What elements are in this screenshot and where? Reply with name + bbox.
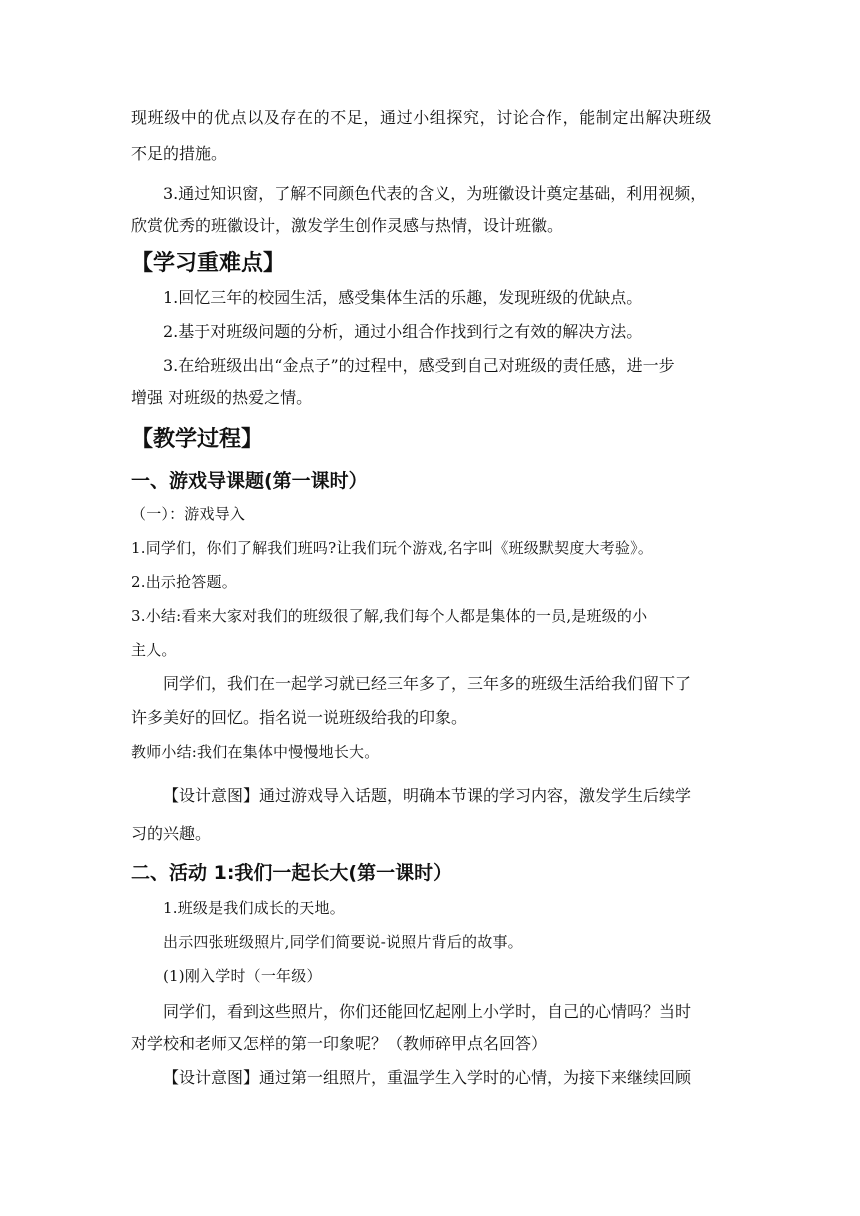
section-1-line-3a: 3.小结:看来大家对我们的班级很了解,我们每个人都是集体的一员,是班级的小	[131, 607, 648, 625]
section-1-para-line-1: 同学们，我们在一起学习就已经三年多了，三年多的班级生活给我们留下了	[163, 674, 692, 693]
teacher-summary: 教师小结:我们在集体中慢慢地长大。	[131, 743, 380, 761]
section-2-line-2: 出示四张班级照片,同学们简要说-说照片背后的故事。	[163, 933, 523, 951]
design-intent-2: 【设计意图】通过第一组照片，重温学生入学时的心情，为接下来继续回顾	[163, 1068, 692, 1087]
design-intent-1-line-1: 【设计意图】通过游戏导入话题，明确本节课的学习内容，激发学生后续学	[163, 786, 692, 805]
key-point-2: 2.基于对班级问题的分析，通过小组合作找到行之有效的解决方法。	[163, 322, 643, 341]
section-1-title: 一、游戏导课题(第一课时）	[131, 470, 368, 492]
intro-line-1: 现班级中的优点以及存在的不足，通过小组探究，讨论合作，能制定出解决班级	[131, 108, 713, 127]
section-2-para-line-2: 对学校和老师又怎样的第一印象呢？（教师碎甲点名回答）	[131, 1034, 548, 1053]
section-1-line-2: 2.出示抢答题。	[131, 573, 237, 591]
section-1-line-3b: 主人。	[131, 641, 177, 659]
key-point-3-line-2: 增强 对班级的热爱之情。	[131, 388, 313, 407]
section-2-title: 二、活动 1:我们一起长大(第一课时）	[131, 862, 453, 884]
intro-line-2: 不足的措施。	[131, 144, 228, 163]
process-heading: 【教学过程】	[131, 427, 264, 452]
section-2-line-3: (1)刚入学时（一年级）	[163, 967, 322, 985]
intro-line-3: 3.通过知识窗，了解不同颜色代表的含义，为班徽设计奠定基础，利用视频，	[163, 184, 707, 203]
section-2-para-line-1: 同学们，看到这些照片，你们还能回忆起刚上小学时，自己的心情吗？当时	[163, 1002, 692, 1021]
section-1-para-line-2: 许多美好的回忆。指名说一说班级给我的印象。	[131, 708, 468, 727]
key-point-1: 1.回忆三年的校园生活，感受集体生活的乐趣，发现班级的优缺点。	[163, 288, 643, 307]
key-points-heading: 【学习重难点】	[131, 251, 286, 276]
section-1-line-1: 1.同学们，你们了解我们班吗?让我们玩个游戏,名字叫《班级默契度大考验》。	[131, 539, 654, 557]
key-point-3-line-1: 3.在给班级出出“金点子”的过程中，感受到自己对班级的责任感，进一步	[163, 356, 675, 375]
section-2-line-1: 1.班级是我们成长的天地。	[163, 899, 345, 917]
intro-line-4: 欣赏优秀的班徽设计，激发学生创作灵感与热情，设计班徽。	[131, 216, 564, 235]
section-1-subtitle: （一）：游戏导入	[131, 505, 246, 523]
design-intent-1-line-2: 习的兴趣。	[131, 824, 212, 843]
